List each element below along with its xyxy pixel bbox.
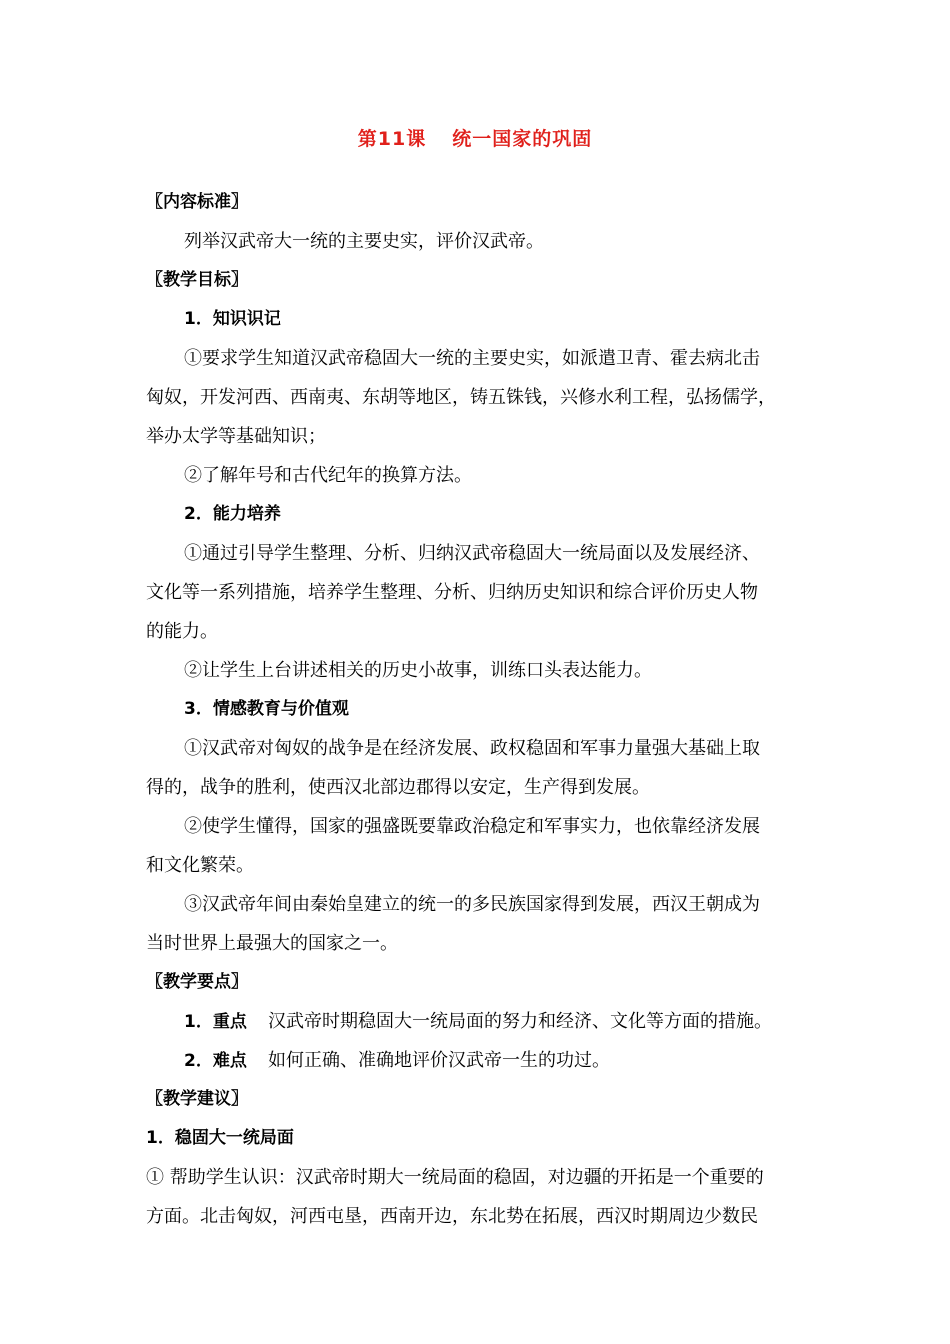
knowledge-p1-line-3: 举办太学等基础知识； xyxy=(146,426,326,447)
difficulty-label: 2．难点 xyxy=(184,1051,247,1071)
content-standard-text: 列举汉武帝大一统的主要史实，评价汉武帝。 xyxy=(184,231,544,252)
emotion-p3-line-1: ③汉武帝年间由秦始皇建立的统一的多民族国家得到发展，西汉王朝成为 xyxy=(184,894,760,915)
difficulty-row xyxy=(146,1041,826,1080)
lesson-number: 第11课 xyxy=(357,128,427,150)
focus-text: 汉武帝时期稳固大一统局面的努力和经济、文化等方面的措施。 xyxy=(268,1011,772,1032)
knowledge-p1-line-1: ①要求学生知道汉武帝稳固大一统的主要史实，如派遣卫青、霍去病北击 xyxy=(184,348,760,369)
emotion-p3-line-2: 当时世界上最强大的国家之一。 xyxy=(146,933,398,954)
objectives-heading: 〖教学目标〗 xyxy=(146,270,248,290)
focus-row xyxy=(146,1002,826,1041)
ability-label: 2．能力培养 xyxy=(184,504,281,524)
page-title xyxy=(0,124,950,151)
knowledge-p1-line-2: 匈奴，开发河西、西南夷、东胡等地区，铸五铢钱，兴修水利工程，弘扬儒学， xyxy=(146,387,776,408)
suggestions-heading: 〖教学建议〗 xyxy=(146,1089,248,1109)
ability-p1-line-1: ①通过引导学生整理、分析、归纳汉武帝稳固大一统局面以及发展经济、 xyxy=(184,543,760,564)
focus-label: 1．重点 xyxy=(184,1012,247,1032)
section1-line-1: ① 帮助学生认识：汉武帝时期大一统局面的稳固，对边疆的开拓是一个重要的 xyxy=(146,1167,764,1188)
emotion-label: 3．情感教育与价值观 xyxy=(184,699,349,719)
emotion-p1-line-1: ①汉武帝对匈奴的战争是在经济发展、政权稳固和军事力量强大基础上取 xyxy=(184,738,760,759)
content-standard-heading: 〖内容标准〗 xyxy=(146,192,248,212)
knowledge-p2: ②了解年号和古代纪年的换算方法。 xyxy=(184,465,472,486)
lesson-title: 统一国家的巩固 xyxy=(452,128,593,150)
emotion-p2-line-1: ②使学生懂得，国家的强盛既要靠政治稳定和军事实力，也依靠经济发展 xyxy=(184,816,760,837)
key-points-heading: 〖教学要点〗 xyxy=(146,972,248,992)
section1-title: 1．稳固大一统局面 xyxy=(146,1128,294,1148)
difficulty-text: 如何正确、准确地评价汉武帝一生的功过。 xyxy=(268,1050,610,1071)
ability-p1-line-2: 文化等一系列措施，培养学生整理、分析、归纳历史知识和综合评价历史人物 xyxy=(146,582,758,603)
knowledge-label: 1．知识识记 xyxy=(184,309,281,329)
section1-line-2: 方面。北击匈奴，河西屯垦，西南开边，东北势在拓展，西汉时期周边少数民 xyxy=(146,1206,758,1227)
ability-p1-line-3: 的能力。 xyxy=(146,621,218,642)
emotion-p2-line-2: 和文化繁荣。 xyxy=(146,855,254,876)
emotion-p1-line-2: 得的，战争的胜利，使西汉北部边郡得以安定，生产得到发展。 xyxy=(146,777,650,798)
ability-p2: ②让学生上台讲述相关的历史小故事，训练口头表达能力。 xyxy=(184,660,652,681)
document-body xyxy=(146,183,826,1236)
